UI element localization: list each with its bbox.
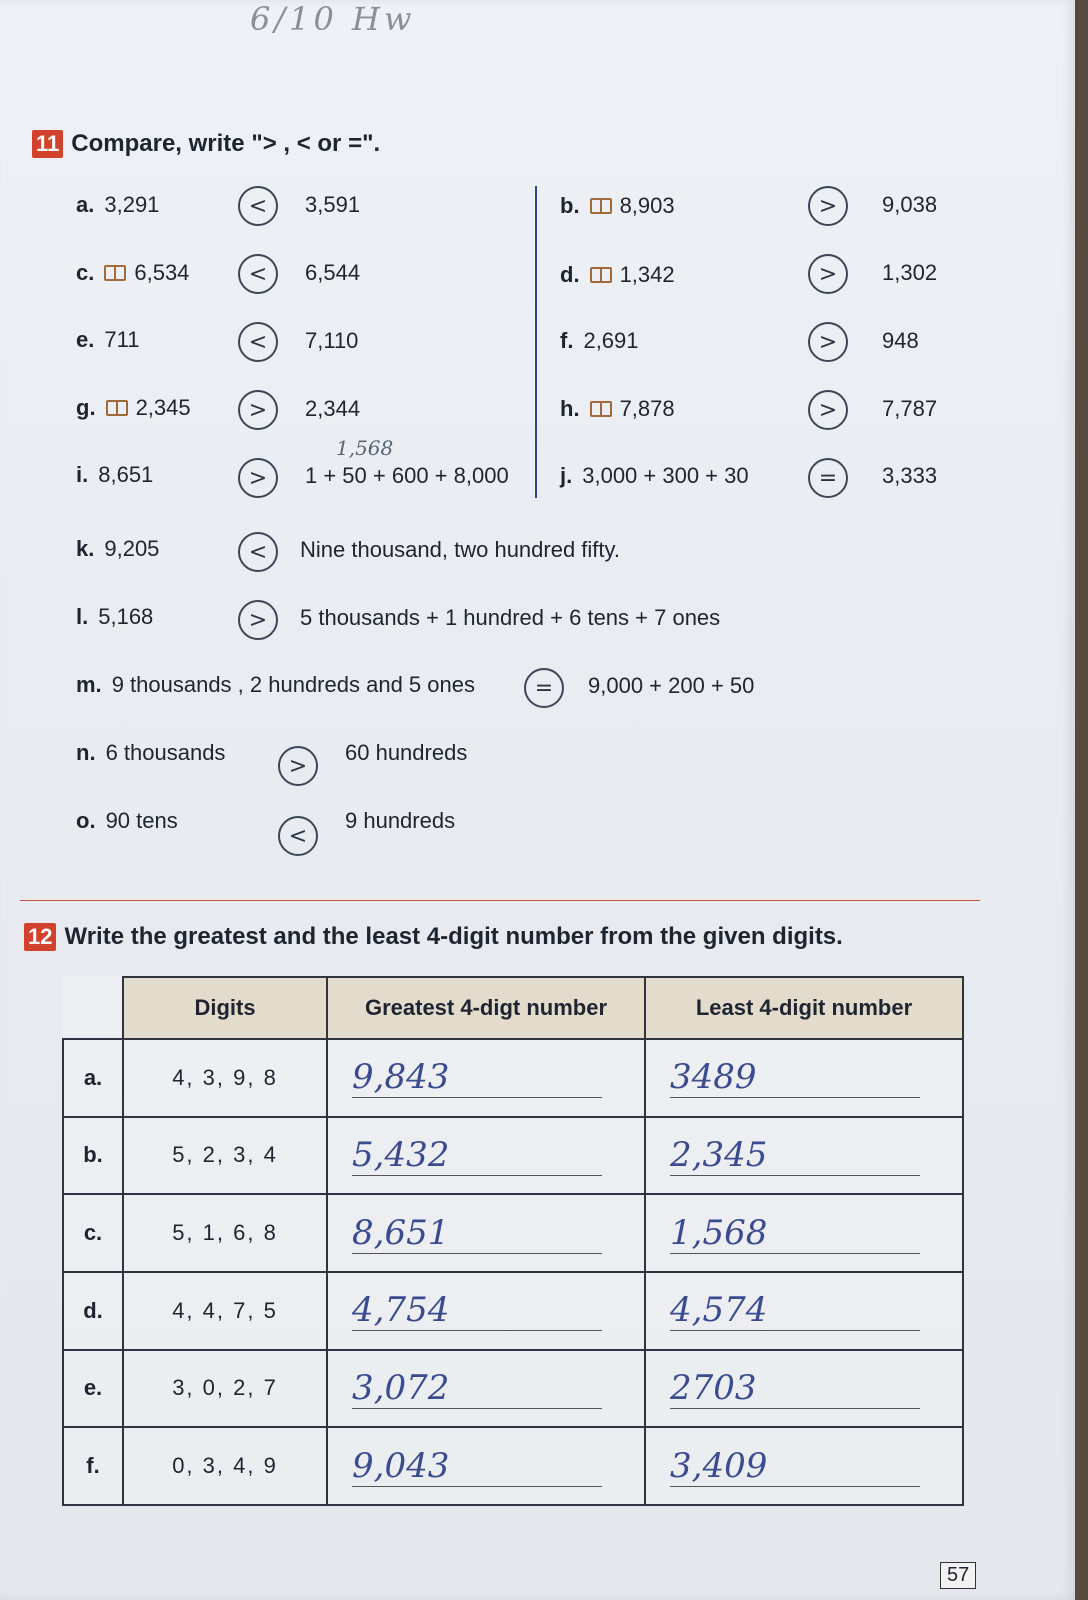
q12-heading: [24, 923, 843, 951]
q11-number-badge: 11: [32, 130, 63, 158]
header-greatest: Greatest 4-digt number: [327, 977, 645, 1039]
page-number: 57: [940, 1562, 976, 1589]
q11-heading: [32, 130, 380, 158]
item-label: f.: [560, 328, 574, 353]
item-label: j.: [560, 463, 573, 488]
greatest-answer: 5,432: [352, 1135, 602, 1176]
compare-circle-a[interactable]: <: [238, 186, 278, 226]
compare-circle-b[interactable]: >: [808, 186, 848, 226]
column-divider: [535, 186, 537, 498]
digits-cell: 5, 1, 6, 8: [123, 1194, 327, 1272]
left-value: 6 thousands: [105, 740, 226, 765]
digits-cell: 4, 4, 7, 5: [123, 1272, 327, 1350]
item-label: c.: [76, 260, 95, 285]
book-icon: [104, 265, 126, 281]
table-header-row: [63, 977, 963, 1039]
least-answer: 4,574: [670, 1290, 920, 1331]
q11-item-i: [76, 462, 153, 488]
right-value-e: 7,110: [305, 328, 359, 353]
compare-circle-c[interactable]: <: [238, 254, 278, 294]
left-value: 3,000 + 300 + 30: [582, 463, 749, 488]
right-value-g: 2,344: [305, 396, 361, 421]
least-answer-cell[interactable]: [645, 1427, 963, 1505]
q11-item-n: [76, 740, 225, 766]
digits-table: [62, 976, 964, 1506]
left-value: 9 thousands , 2 hundreds and 5 ones: [111, 672, 475, 697]
right-value-d: 1,302: [882, 260, 938, 285]
left-value: 90 tens: [105, 808, 178, 833]
compare-circle-n[interactable]: >: [278, 746, 318, 786]
table-row: [63, 1039, 963, 1117]
compare-circle-j[interactable]: =: [808, 458, 848, 498]
q12-title: Write the greatest and the least 4-digit number from the given digits.: [64, 923, 843, 950]
q11-item-m: [76, 672, 475, 698]
table-row: [63, 1427, 963, 1505]
right-value-c: 6,544: [305, 260, 361, 285]
greatest-answer-cell[interactable]: [327, 1427, 645, 1505]
right-value-o: 9 hundreds: [345, 808, 456, 833]
right-value-k: Nine thousand, two hundred fifty.: [300, 537, 621, 562]
row-label: a.: [63, 1039, 123, 1117]
row-label: b.: [63, 1117, 123, 1195]
handwritten-working-i: 1,568: [336, 436, 394, 460]
least-answer: 2703: [670, 1368, 920, 1409]
digits-cell: 3, 0, 2, 7: [123, 1350, 327, 1428]
item-label: a.: [76, 192, 95, 217]
table-row: [63, 1272, 963, 1350]
greatest-answer-cell[interactable]: [327, 1350, 645, 1428]
item-label: k.: [76, 536, 95, 561]
compare-circle-o[interactable]: <: [278, 816, 318, 856]
least-answer-cell[interactable]: [645, 1350, 963, 1428]
handwritten-date-note: 6/10 Hw: [250, 0, 416, 38]
q11-item-o: [76, 808, 178, 834]
least-answer-cell[interactable]: [645, 1117, 963, 1195]
greatest-answer: 4,754: [352, 1290, 602, 1331]
header-digits: Digits: [123, 977, 327, 1039]
compare-circle-e[interactable]: <: [238, 322, 278, 362]
item-label: m.: [76, 672, 102, 697]
q11-item-e: [76, 327, 139, 353]
left-value: 8,903: [619, 193, 675, 218]
table-row: [63, 1194, 963, 1272]
item-label: b.: [560, 193, 580, 218]
left-value: 1,342: [619, 262, 675, 287]
q11-item-b: [560, 193, 675, 219]
item-label: o.: [76, 808, 96, 833]
item-label: d.: [560, 262, 580, 287]
left-value: 711: [104, 327, 140, 352]
compare-circle-f[interactable]: >: [808, 322, 848, 362]
q12-number-badge: 12: [24, 923, 56, 951]
table-row: [63, 1350, 963, 1428]
item-label: h.: [560, 396, 580, 421]
greatest-answer-cell[interactable]: [327, 1117, 645, 1195]
right-value-j: 3,333: [882, 463, 938, 488]
book-icon: [106, 400, 128, 416]
right-value-f: 948: [882, 328, 919, 353]
right-value-l: 5 thousands + 1 hundred + 6 tens + 7 ones: [300, 605, 721, 630]
q11-item-a: [76, 192, 159, 218]
left-value: 3,291: [104, 192, 160, 217]
left-value: 6,534: [134, 260, 190, 285]
q11-item-h: [560, 396, 675, 422]
right-value-i: 1 + 50 + 600 + 8,000: [305, 463, 509, 488]
least-answer: 3,409: [670, 1446, 920, 1487]
item-label: n.: [76, 740, 96, 765]
header-least: Least 4-digit number: [645, 977, 963, 1039]
greatest-answer-cell[interactable]: [327, 1272, 645, 1350]
left-value: 2,691: [583, 328, 639, 353]
q11-item-k: [76, 536, 159, 562]
digits-cell: 4, 3, 9, 8: [123, 1039, 327, 1117]
right-value-b: 9,038: [882, 192, 938, 217]
least-answer-cell[interactable]: [645, 1039, 963, 1117]
greatest-answer: 3,072: [352, 1368, 602, 1409]
item-label: i.: [76, 462, 89, 487]
q11-item-j: [560, 463, 749, 489]
item-label: e.: [76, 327, 95, 352]
least-answer: 1,568: [670, 1213, 920, 1254]
q11-item-d: [560, 262, 675, 288]
compare-circle-h[interactable]: >: [808, 390, 848, 430]
q11-title: Compare, write "> , < or =".: [71, 130, 381, 157]
item-label: l.: [76, 604, 89, 629]
q11-item-l: [76, 604, 153, 630]
table-row: [63, 1117, 963, 1195]
row-label: e.: [63, 1350, 123, 1428]
greatest-answer: 9,043: [352, 1446, 602, 1487]
right-value-m: 9,000 + 200 + 50: [588, 673, 755, 698]
greatest-answer-cell[interactable]: [327, 1194, 645, 1272]
item-label: g.: [76, 395, 96, 420]
least-answer-cell[interactable]: [645, 1194, 963, 1272]
left-value: 2,345: [135, 395, 191, 420]
book-icon: [590, 198, 612, 214]
digits-cell: 5, 2, 3, 4: [123, 1117, 327, 1195]
greatest-answer-cell[interactable]: [327, 1039, 645, 1117]
least-answer: 2,345: [670, 1135, 920, 1176]
compare-circle-d[interactable]: >: [808, 254, 848, 294]
compare-circle-l[interactable]: >: [238, 600, 278, 640]
book-icon: [590, 401, 612, 417]
compare-circle-i[interactable]: >: [238, 458, 278, 498]
right-value-h: 7,787: [882, 396, 938, 421]
right-value-a: 3,591: [305, 192, 361, 217]
left-value: 7,878: [619, 396, 675, 421]
row-label: f.: [63, 1427, 123, 1505]
corner-cell: [63, 977, 123, 1039]
right-value-n: 60 hundreds: [345, 740, 468, 765]
q11-item-g: [76, 395, 191, 421]
compare-circle-g[interactable]: >: [238, 390, 278, 430]
left-value: 9,205: [104, 536, 160, 561]
greatest-answer: 8,651: [352, 1213, 602, 1254]
section-divider: [20, 900, 980, 901]
digits-cell: 0, 3, 4, 9: [123, 1427, 327, 1505]
compare-circle-k[interactable]: <: [238, 532, 278, 572]
left-value: 8,651: [98, 462, 154, 487]
least-answer: 3489: [670, 1057, 920, 1098]
compare-circle-m[interactable]: =: [524, 668, 564, 708]
row-label: d.: [63, 1272, 123, 1350]
book-icon: [590, 267, 612, 283]
least-answer-cell[interactable]: [645, 1272, 963, 1350]
row-label: c.: [63, 1194, 123, 1272]
q11-item-c: [76, 260, 189, 286]
left-value: 5,168: [98, 604, 154, 629]
q11-item-f: [560, 328, 639, 354]
greatest-answer: 9,843: [352, 1057, 602, 1098]
